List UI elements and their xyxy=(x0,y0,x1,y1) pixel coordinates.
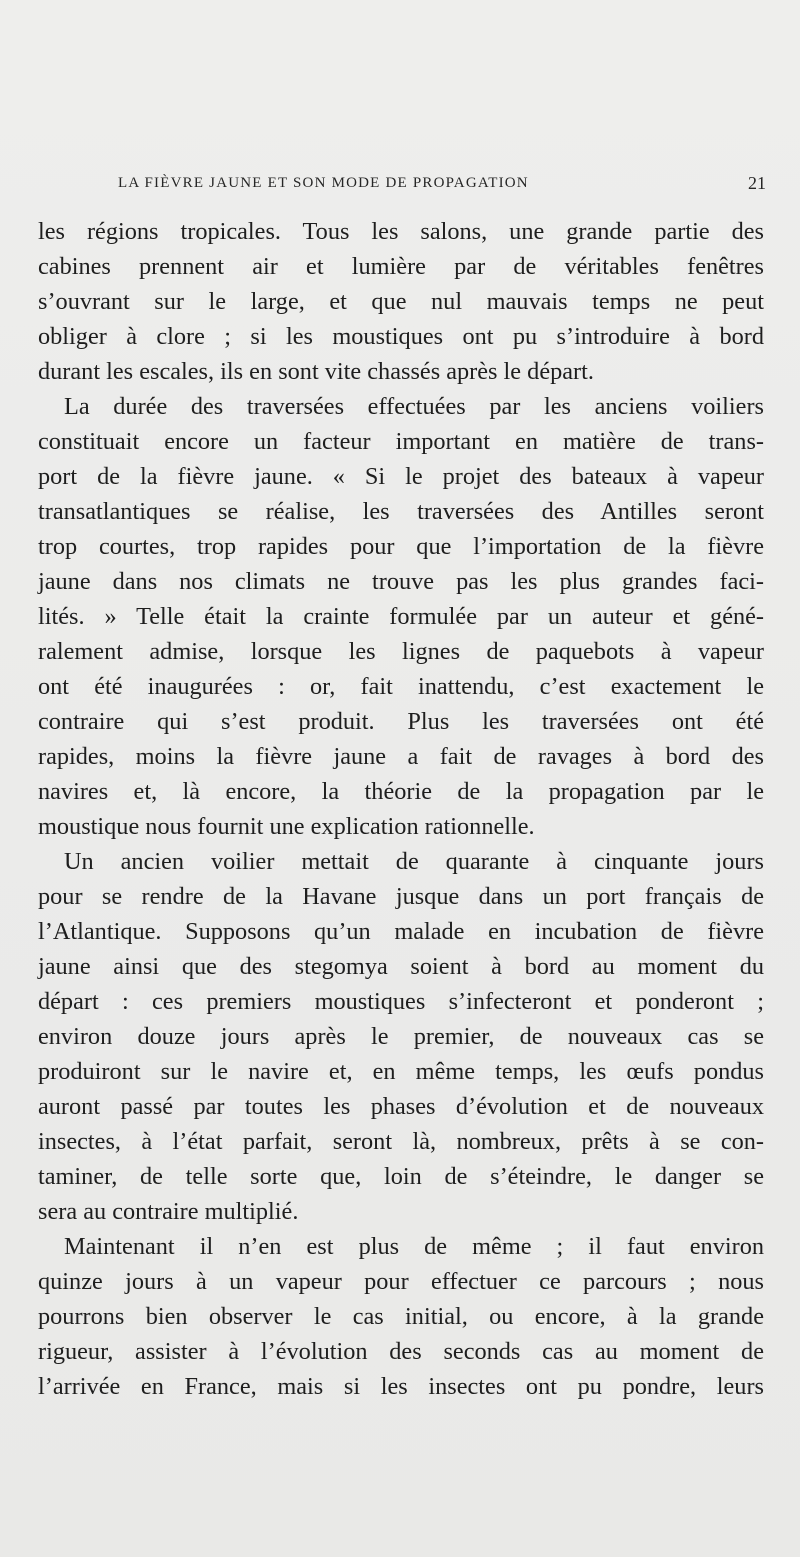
text-line: navires et, là encore, la théorie de la propagation par le xyxy=(38,778,764,805)
text-line: rapides, moins la fièvre jaune a fait de ravages à bord des xyxy=(38,743,764,770)
text-line: constituait encore un facteur important en matière de trans- xyxy=(38,428,764,455)
text-line: produiront sur le navire et, en même temps, les œufs pondus xyxy=(38,1058,764,1085)
running-head-title: LA FIÈVRE JAUNE ET SON MODE DE PROPAGATION xyxy=(118,175,529,191)
text-line: départ : ces premiers moustiques s’infecteront et ponderont ; xyxy=(38,988,764,1015)
text-line: La durée des traversées effectuées par les anciens voiliers xyxy=(64,393,764,420)
page-number: 21 xyxy=(748,173,766,193)
text-line: ont été inaugurées : or, fait inattendu, c’est exactement le xyxy=(38,673,764,700)
text-line: Un ancien voilier mettait de quarante à cinquante jours xyxy=(64,848,764,875)
text-line: durant les escales, ils en sont vite chassés après le départ. xyxy=(38,358,594,385)
text-line: les régions tropicales. Tous les salons, une grande partie des xyxy=(38,218,764,245)
paragraph xyxy=(38,389,764,844)
text-line: ralement admise, lorsque les lignes de paquebots à vapeur xyxy=(38,638,764,665)
text-line: lités. » Telle était la crainte formulée par un auteur et géné- xyxy=(38,603,764,630)
paragraph xyxy=(38,1229,764,1404)
text-line: environ douze jours après le premier, de nouveaux cas se xyxy=(38,1023,764,1050)
text-line: pour se rendre de la Havane jusque dans un port français de xyxy=(38,883,764,910)
text-line: s’ouvrant sur le large, et que nul mauvais temps ne peut xyxy=(38,288,764,315)
text-line: insectes, à l’état parfait, seront là, nombreux, prêts à se con- xyxy=(38,1128,764,1155)
text-line: Maintenant il n’en est plus de même ; il faut environ xyxy=(64,1233,764,1260)
text-line: l’Atlantique. Supposons qu’un malade en incubation de fièvre xyxy=(38,918,764,945)
text-line: auront passé par toutes les phases d’évolution et de nouveaux xyxy=(38,1093,764,1120)
text-line: jaune dans nos climats ne trouve pas les plus grandes faci- xyxy=(38,568,764,595)
text-line: moustique nous fournit une explication rationnelle. xyxy=(38,813,535,840)
text-line: sera au contraire multiplié. xyxy=(38,1198,299,1225)
text-line: rigueur, assister à l’évolution des seconds cas au moment de xyxy=(38,1338,764,1365)
text-line: obliger à clore ; si les moustiques ont pu s’introduire à bord xyxy=(38,323,764,350)
text-line: transatlantiques se réalise, les traversées des Antilles seront xyxy=(38,498,764,525)
text-line: quinze jours à un vapeur pour effectuer ce parcours ; nous xyxy=(38,1268,764,1295)
paragraph xyxy=(38,214,764,389)
text-line: l’arrivée en France, mais si les insectes ont pu pondre, leurs xyxy=(38,1373,764,1400)
text-line: taminer, de telle sorte que, loin de s’éteindre, le danger se xyxy=(38,1163,764,1190)
text-line: port de la fièvre jaune. « Si le projet des bateaux à vapeur xyxy=(38,463,764,490)
body-text xyxy=(38,214,764,1404)
text-line: contraire qui s’est produit. Plus les traversées ont été xyxy=(38,708,764,735)
text-line: cabines prennent air et lumière par de véritables fenêtres xyxy=(38,253,764,280)
text-line: pourrons bien observer le cas initial, ou encore, à la grande xyxy=(38,1303,764,1330)
text-line: trop courtes, trop rapides pour que l’importation de la fièvre xyxy=(38,533,764,560)
text-line: jaune ainsi que des stegomya soient à bord au moment du xyxy=(38,953,764,980)
running-head xyxy=(118,175,768,197)
paragraph xyxy=(38,844,764,1229)
